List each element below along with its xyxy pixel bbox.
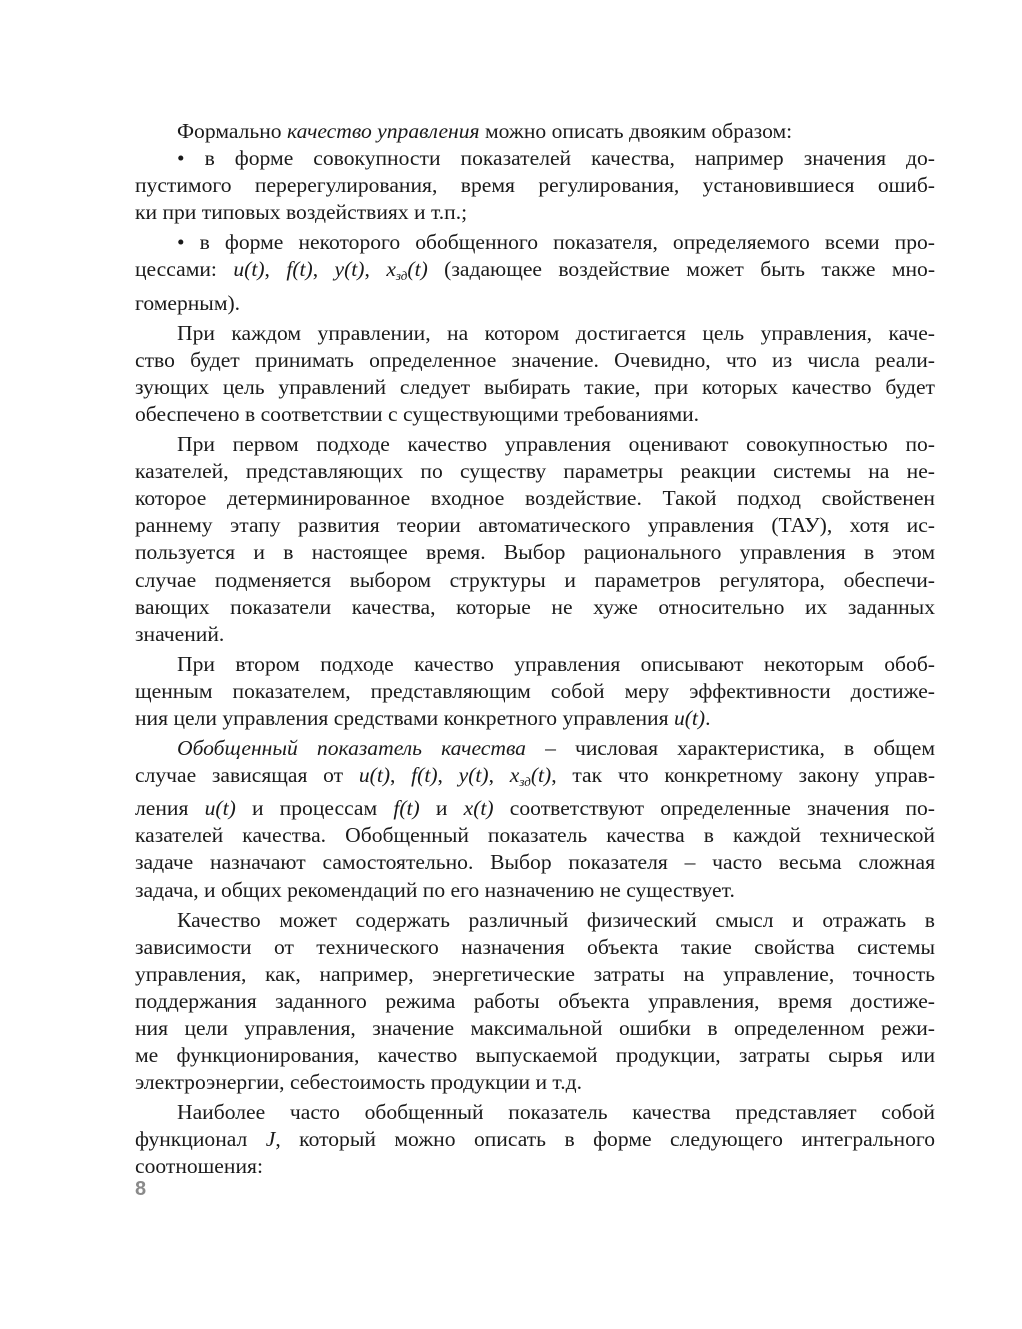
main-text bbox=[135, 118, 935, 1181]
text-span: и bbox=[419, 796, 464, 821]
text-line: При первом подходе качество управления оценивают совокупностью по- bbox=[177, 432, 935, 457]
text-span: можно описать двояким образом: bbox=[479, 119, 793, 143]
text-line: электроэнергии, себестоимость продукции и т.д. bbox=[135, 1070, 583, 1095]
text-line bbox=[135, 762, 935, 795]
math-x-zd-arg: (t) bbox=[530, 763, 552, 788]
text-line bbox=[135, 795, 935, 822]
math-sep: , bbox=[390, 763, 412, 788]
math-y-t: y(t) bbox=[334, 257, 365, 282]
text-span: функционал bbox=[135, 1127, 266, 1152]
emphasis-term: Обобщенный показатель качества bbox=[177, 736, 526, 761]
math-u-t: u(t) bbox=[673, 705, 706, 730]
text-span: ления bbox=[135, 796, 205, 821]
text-span: ния цели управления средствами конкретного управления bbox=[135, 705, 674, 730]
emphasis-term: качество управления bbox=[287, 119, 480, 143]
bullet-line: гомерным). bbox=[135, 290, 241, 315]
text-line: зующих цель управлений следует выбирать такие, при которых качество будет bbox=[135, 374, 935, 399]
text-line: При каждом управлении, на котором достигается цель управления, каче- bbox=[177, 320, 935, 345]
text-line bbox=[135, 118, 935, 145]
math-sep: , bbox=[488, 763, 510, 788]
bullet-line bbox=[135, 256, 935, 289]
text-line: вающих показатели качества, которые не хуже относительно их заданных bbox=[135, 594, 935, 619]
text-span: . bbox=[705, 705, 711, 730]
text-line: поддержания заданного режима работы объекта управления, время достиже- bbox=[135, 988, 935, 1013]
math-J: J bbox=[265, 1127, 276, 1152]
text-line: значений. bbox=[135, 621, 225, 646]
text-line: ме функционирования, качество выпускаемой продукции, затраты сырья или bbox=[135, 1043, 935, 1068]
text-span: (задающее воздействие может быть также мно- bbox=[427, 257, 936, 282]
bullet-line: • в форме некоторого обобщенного показателя, определяемого всеми про- bbox=[177, 230, 935, 255]
text-line bbox=[135, 735, 935, 762]
text-line: Наиболее часто обобщенный показатель качества представляет собой bbox=[177, 1100, 935, 1125]
text-span: – числовая характеристика, в общем bbox=[525, 736, 935, 761]
text-line: казателей, представляющих по существу параметры реакции системы на не- bbox=[135, 459, 935, 484]
math-y-t: y(t) bbox=[458, 763, 489, 788]
text-line bbox=[135, 1126, 935, 1153]
text-span: цессами: bbox=[135, 257, 234, 282]
math-u-t: u(t) bbox=[358, 763, 391, 788]
text-line: Качество может содержать различный физический смысл и отражать в bbox=[177, 907, 935, 932]
text-line: управления, как, например, энергетические затраты на управление, точность bbox=[135, 961, 935, 986]
text-line: обеспечено в соответствии с существующими требованиями. bbox=[135, 401, 700, 426]
text-line: ство будет принимать определенное значение. Очевидно, что из числа реали- bbox=[135, 347, 935, 372]
math-f-t: f(t) bbox=[411, 763, 438, 788]
text-line: которое детерминированное входное воздействие. Такой подход свойственен bbox=[135, 486, 935, 511]
bullet-line: ки при типовых воздействиях и т.п.; bbox=[135, 200, 468, 225]
text-span: и процессам bbox=[235, 796, 394, 821]
text-line: ния цели управления, значение максимальной ошибки в определенном режи- bbox=[135, 1016, 935, 1040]
text-line: соотношения: bbox=[135, 1154, 263, 1179]
page-number: 8 bbox=[135, 1178, 147, 1200]
math-f-t: f(t) bbox=[393, 796, 420, 821]
math-x-zd bbox=[509, 763, 552, 790]
text-line: пользуется и в настоящее время. Выбор рационального управления в этом bbox=[135, 540, 935, 565]
text-span: , который можно описать в форме следующего интегрального bbox=[275, 1127, 935, 1152]
bullet-line: • в форме совокупности показателей качества, например значения до- bbox=[177, 146, 935, 171]
text-line: При втором подходе качество управления описывают некоторым обоб- bbox=[177, 651, 935, 676]
text-line: задача, и общих рекомендаций по его назначению не существует. bbox=[135, 877, 735, 902]
text-line: казателей качества. Обобщенный показатель качества в каждой технической bbox=[135, 823, 935, 848]
math-sep: , bbox=[437, 763, 459, 788]
text-span: , так что конкретному закону управ- bbox=[551, 763, 936, 788]
math-sep: , bbox=[364, 257, 387, 282]
math-x-zd-subscript: зд bbox=[395, 268, 408, 284]
bullet-line: пустимого перерегулирования, время регулирования, установившиеся ошиб- bbox=[135, 173, 935, 198]
text-line: щенным показателем, представляющим собой меру эффективности достиже- bbox=[135, 678, 935, 703]
text-line: зависимости от технического назначения объекта такие свойства системы bbox=[135, 934, 935, 959]
math-u-t: u(t) bbox=[233, 257, 265, 282]
math-u-t: u(t) bbox=[204, 796, 236, 821]
text-line: задаче назначают самостоятельно. Выбор показателя – часто весьма сложная bbox=[135, 850, 935, 875]
text-span: случае зависящая от bbox=[135, 763, 359, 788]
text-line: случае подменяется выбором структуры и параметров регулятора, обеспечи- bbox=[135, 567, 935, 592]
math-x-t: x(t) bbox=[463, 796, 494, 821]
math-sep: , bbox=[264, 257, 287, 282]
math-f-t: f(t) bbox=[286, 257, 313, 282]
math-x-zd bbox=[386, 257, 428, 284]
math-x-zd-arg: (t) bbox=[407, 257, 428, 282]
text-line bbox=[135, 705, 935, 732]
math-x-zd-base: x bbox=[386, 257, 396, 282]
text-span: соответствуют определенные значения по- bbox=[493, 796, 935, 821]
math-x-zd-subscript: зд bbox=[519, 774, 531, 790]
text-span: Формально bbox=[177, 119, 287, 143]
text-line: раннему этапу развития теории автоматического управления (ТАУ), хотя ис- bbox=[135, 513, 935, 538]
math-x-zd-base: x bbox=[509, 763, 520, 788]
math-sep: , bbox=[312, 257, 335, 282]
